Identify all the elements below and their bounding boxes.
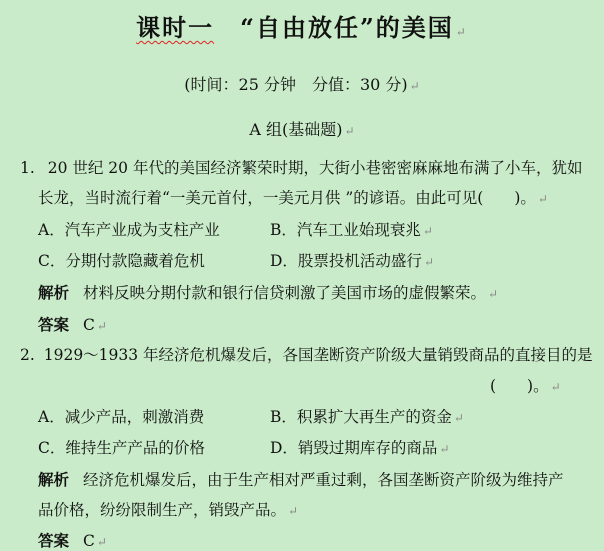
time-score-text: (时间：25 分钟 分值：30 分) bbox=[184, 75, 408, 94]
question-stem-text: 1929～1933 年经济危机爆发后，各国垄断资产阶级大量销毁商品的直接目的是 bbox=[43, 346, 593, 364]
answer-label: 答案 bbox=[38, 531, 70, 550]
paragraph-mark: ↵ bbox=[423, 255, 434, 269]
question-2-answer bbox=[38, 529, 107, 551]
paragraph-mark: ↵ bbox=[422, 224, 433, 238]
question-2-option-d bbox=[270, 436, 450, 458]
paragraph-mark: ↵ bbox=[409, 79, 420, 93]
question-2-option-b bbox=[270, 405, 464, 427]
analysis-label: 解析 bbox=[38, 283, 70, 302]
time-score-info bbox=[0, 72, 604, 95]
option-text: B．积累扩大再生产的资金 bbox=[270, 408, 452, 426]
option-text: D．销毁过期库存的商品 bbox=[270, 439, 438, 457]
paragraph-mark: ↵ bbox=[455, 25, 468, 39]
question-1-option-c bbox=[38, 249, 205, 271]
question-1-option-d bbox=[270, 249, 434, 271]
paragraph-mark: ↵ bbox=[344, 124, 355, 138]
answer-label: 答案 bbox=[38, 315, 70, 334]
analysis-text: 材料反映分期付款和银行信贷刺激了美国市场的虚假繁荣。 bbox=[83, 284, 487, 302]
group-heading bbox=[0, 117, 604, 140]
question-1-answer bbox=[38, 313, 107, 335]
question-2-option-a bbox=[38, 405, 204, 427]
question-stem-text: ( )。 bbox=[490, 377, 549, 395]
paragraph-mark: ↵ bbox=[550, 380, 561, 394]
paragraph-mark: ↵ bbox=[96, 319, 107, 333]
group-heading-text: A 组(基础题) bbox=[249, 120, 343, 139]
question-2-option-c bbox=[38, 436, 205, 458]
option-text: A．减少产品，刺激消费 bbox=[38, 408, 205, 426]
question-1-stem-line2 bbox=[38, 186, 548, 208]
option-text: D．股票投机活动盛行 bbox=[270, 252, 422, 270]
question-1-analysis bbox=[38, 281, 498, 303]
question-2-analysis-line1 bbox=[38, 468, 564, 490]
page-title bbox=[0, 8, 604, 43]
question-stem-text: 20 世纪 20 年代的美国经济繁荣时期，大街小巷密密麻麻地布满了小车，犹如 bbox=[47, 159, 583, 177]
question-stem-text: 长龙，当时流行着“一美元首付，一美元月供 ”的谚语。由此可见( )。 bbox=[38, 189, 536, 207]
analysis-text: 经济危机爆发后，由于生产相对严重过剩，各国垄断资产阶级为维持产 bbox=[83, 471, 564, 489]
option-text: B．汽车工业始现衰兆 bbox=[270, 221, 421, 239]
analysis-text: 品价格，纷纷限制生产，销毁产品。 bbox=[38, 501, 287, 519]
paragraph-mark: ↵ bbox=[453, 411, 464, 425]
question-number: 2. bbox=[20, 346, 35, 364]
option-text: C．维持生产产品的价格 bbox=[38, 439, 205, 457]
question-1-option-b bbox=[270, 218, 433, 240]
question-2-analysis-line2 bbox=[38, 498, 298, 520]
question-2-stem-line2 bbox=[490, 374, 561, 396]
question-1-option-a bbox=[38, 218, 220, 240]
option-text: C．分期付款隐藏着危机 bbox=[38, 252, 205, 270]
option-text: A．汽车产业成为支柱产业 bbox=[38, 221, 220, 239]
paragraph-mark: ↵ bbox=[288, 504, 299, 518]
title-text: “自由放任”的美国 bbox=[240, 13, 454, 42]
question-2-stem-line1 bbox=[20, 343, 593, 365]
question-number: 1. bbox=[20, 159, 35, 177]
analysis-label: 解析 bbox=[38, 470, 70, 489]
answer-value: C bbox=[83, 316, 95, 334]
paragraph-mark: ↵ bbox=[488, 287, 499, 301]
paragraph-mark: ↵ bbox=[439, 442, 450, 456]
paragraph-mark: ↵ bbox=[96, 535, 107, 549]
paragraph-mark: ↵ bbox=[537, 192, 548, 206]
question-1-stem-line1 bbox=[20, 156, 582, 178]
answer-value: C bbox=[83, 532, 95, 550]
lesson-label: 课时一 bbox=[136, 13, 215, 42]
